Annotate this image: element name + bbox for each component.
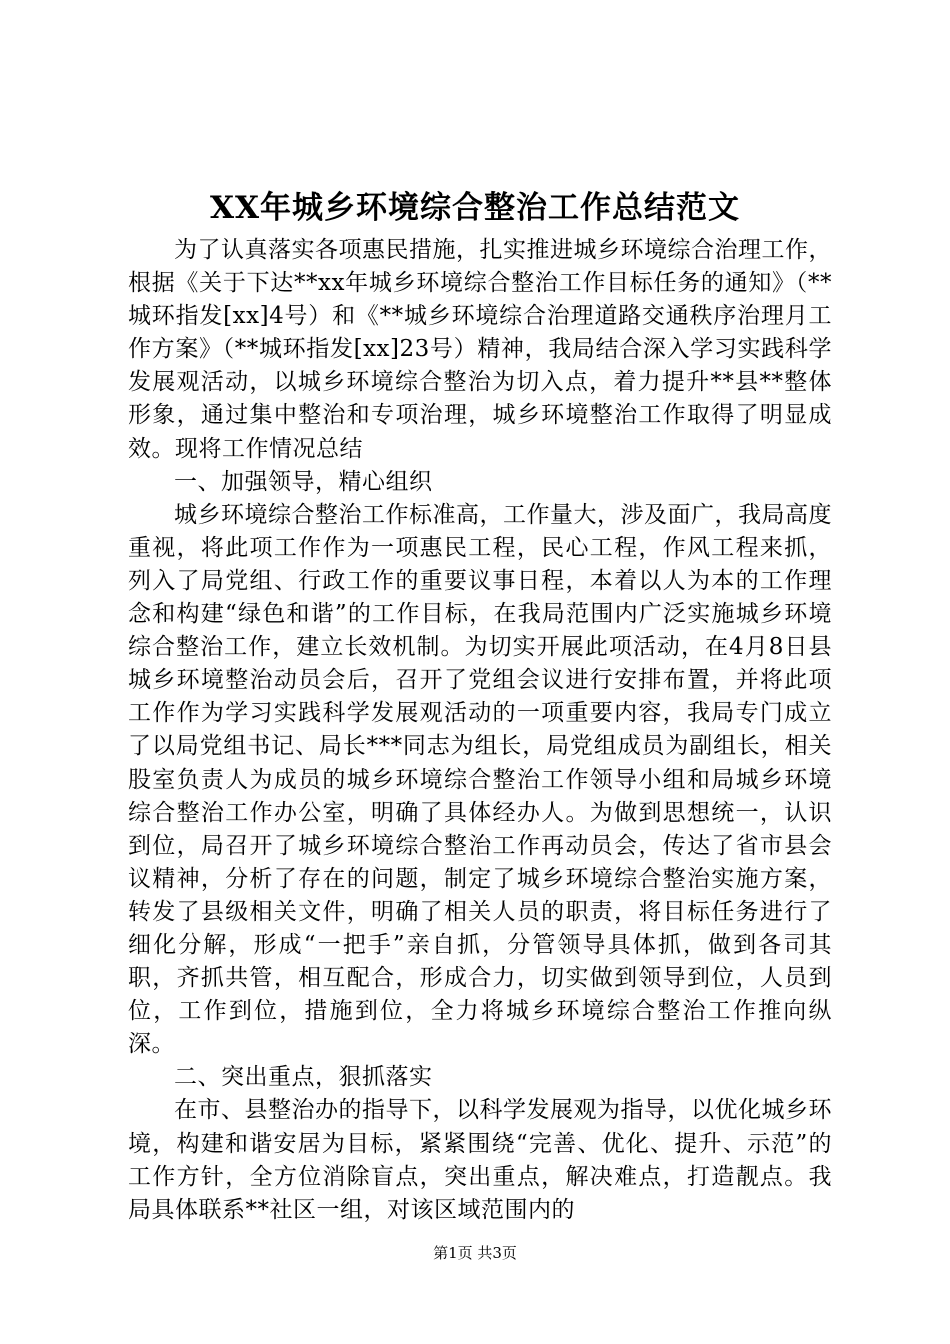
intro-paragraph: 为了认真落实各项惠民措施，扎实推进城乡环境综合治理工作，根据《关于下达**xx年城乡环境综合整治工作目标任务的通知》（**城环指发[xx]4号）和《**城乡环境综合治理道路交通秩序治理月工作方案》（**城环指发[xx]23号）精神，我局结合深入学习实践科学发展观活动，以城乡环境综合整治为切入点，着力提升**县**整体形象，通过集中整治和专项治理，城乡环境整治工作取得了明显成效。现将工作情况总结 (128, 237, 832, 462)
document-body (128, 234, 832, 1227)
page-number-footer: 第1页 共3页 (433, 1244, 517, 1262)
section-heading-1: 一、加强领导，精心组织 (174, 468, 433, 495)
section-heading-2: 二、突出重点，狠抓落实 (174, 1064, 433, 1091)
section-1-paragraph: 城乡环境综合整治工作标准高，工作量大，涉及面广，我局高度重视，将此项工作作为一项惠民工程，民心工程，作风工程来抓，列入了局党组、行政工作的重要议事日程，本着以人为本的工作理念和构建“绿色和谐”的工作目标，在我局范围内广泛实施城乡环境综合整治工作，建立长效机制。为切实开展此项活动，在4月8日县城乡环境整治动员会后，召开了党组会议进行安排布置，并将此项工作作为学习实践科学发展观活动的一项重要内容，我局专门成立了以局党组书记、局长***同志为组长，局党组成员为副组长，相关股室负责人为成员的城乡环境综合整治工作领导小组和局城乡环境综合整治工作办公室，明确了具体经办人。为做到思想统一，认识到位，局召开了城乡环境综合整治工作再动员会，传达了省市县会议精神，分析了存在的问题，制定了城乡环境综合整治实施方案，转发了县级相关文件，明确了相关人员的职责，将目标任务进行了细化分解，形成“一把手”亲自抓，分管领导具体抓，做到各司其职，齐抓共管，相互配合，形成合力，切实做到领导到位，人员到位，工作到位，措施到位，全力将城乡环境综合整治工作推向纵深。 (128, 501, 832, 1058)
document-title: XX年城乡环境综合整治工作总结范文 (209, 190, 741, 226)
section-2-paragraph: 在市、县整治办的指导下，以科学发展观为指导，以优化城乡环境，构建和谐安居为目标，紧紧围绕“完善、优化、提升、示范”的工作方针，全方位消除盲点，突出重点，解决难点，打造靓点。我局具体联系**社区一组，对该区域范围内的 (128, 1097, 832, 1223)
